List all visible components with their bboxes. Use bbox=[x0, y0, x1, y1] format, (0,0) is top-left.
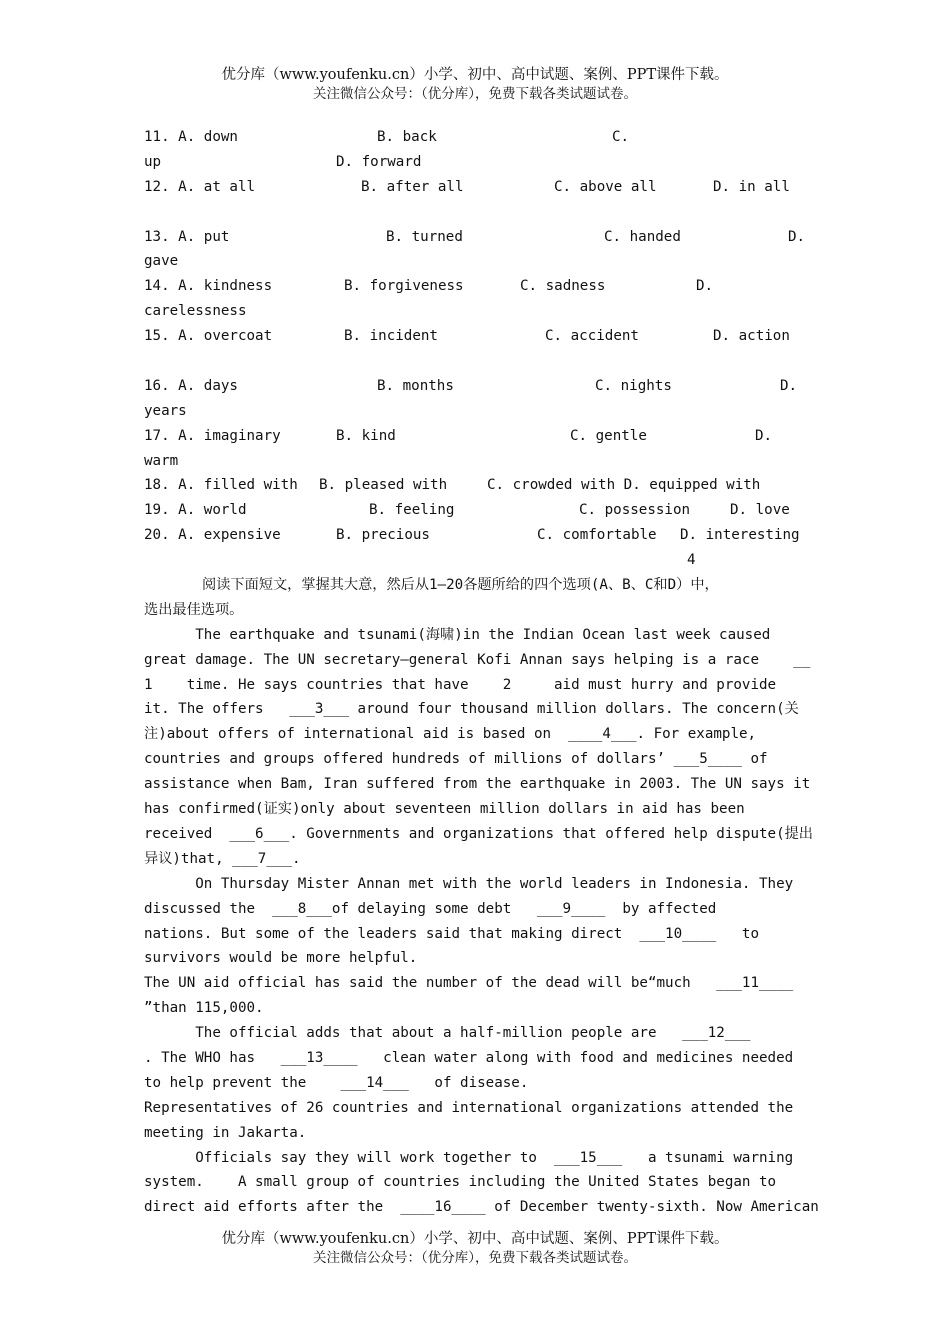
option-row-12 bbox=[144, 175, 808, 200]
passage-line: The official adds that about a half-million people are ___12___ bbox=[144, 1025, 751, 1042]
blank-line bbox=[144, 349, 808, 374]
header-line-1: 优分库（www.youfenku.cn）小学、初中、高中试题、案例、PPT课件下载。 bbox=[221, 67, 729, 83]
document-body bbox=[144, 125, 819, 1220]
option-c: C. bbox=[612, 129, 630, 145]
page-number: 4 bbox=[687, 552, 696, 569]
option-a: 13. A. put bbox=[144, 228, 230, 245]
option-row-18 bbox=[144, 473, 808, 498]
option-c-cont: up bbox=[144, 153, 162, 170]
header-line-2: 关注微信公众号：（优分库），免费下载各类试题试卷。 bbox=[313, 86, 637, 102]
option-b: B. forgiveness bbox=[344, 278, 464, 295]
option-d: D. action bbox=[713, 328, 790, 345]
passage-line: meeting in Jakarta. bbox=[144, 1124, 307, 1141]
option-row-14-cont bbox=[144, 299, 808, 324]
option-a: 16. A. days bbox=[144, 377, 238, 394]
passage-line: direct aid efforts after the ____16____ of December twenty-sixth. Now American bbox=[144, 1199, 819, 1216]
option-row-15 bbox=[144, 324, 808, 349]
option-d-cont: carelessness bbox=[144, 303, 247, 320]
passage-line: On Thursday Mister Annan met with the world leaders in Indonesia. They bbox=[144, 875, 794, 892]
option-c: C. gentle bbox=[570, 427, 647, 444]
passage-line: The earthquake and tsunami(海啸)in the Indian Ocean last week caused bbox=[144, 626, 771, 643]
passage-line: discussed the ___8___of delaying some debt ___9____ by affected bbox=[144, 900, 717, 917]
option-b: B. incident bbox=[344, 328, 438, 345]
option-a: 20. A. expensive bbox=[144, 527, 281, 544]
passage-line: ”than 115,000. bbox=[144, 1000, 264, 1017]
passage-line: 1 time. He says countries that have 2 aid must hurry and provide bbox=[144, 676, 777, 693]
option-d-cont: years bbox=[144, 402, 187, 419]
option-c: C. comfortable bbox=[537, 527, 657, 544]
passage-line: Representatives of 26 countries and international organizations attended the bbox=[144, 1099, 794, 1116]
option-d: D. in all bbox=[713, 178, 790, 195]
passage-line: countries and groups offered hundreds of millions of dollars’ ___5____ of bbox=[144, 751, 768, 768]
passage-line: nations. But some of the leaders said that making direct ___10____ to bbox=[144, 925, 759, 942]
option-b: B. months bbox=[377, 377, 454, 394]
passage-line: has confirmed(证实)only about seventeen million dollars in aid has been bbox=[144, 801, 745, 818]
option-a: 15. A. overcoat bbox=[144, 328, 273, 345]
passage-line: it. The offers ___3___ around four thousand million dollars. The concern(关 bbox=[144, 701, 799, 718]
option-c: C. handed bbox=[604, 228, 681, 245]
passage-line: system. A small group of countries including the United States began to bbox=[144, 1174, 777, 1191]
option-d: D. bbox=[788, 228, 806, 245]
passage-line: . The WHO has ___13____ clean water along with food and medicines needed bbox=[144, 1049, 794, 1066]
option-row-19 bbox=[144, 498, 808, 523]
passage-line: The UN aid official has said the number of the dead will be“much ___11____ bbox=[144, 975, 794, 992]
option-row-17 bbox=[144, 424, 808, 449]
option-row-16 bbox=[144, 374, 808, 399]
option-row-20 bbox=[144, 523, 808, 548]
option-c: C. sadness bbox=[520, 278, 606, 295]
option-c: C. accident bbox=[545, 328, 639, 345]
option-b: B. pleased with bbox=[319, 477, 448, 494]
instructions-text: 阅读下面短文，掌握其大意，然后从1—20各题所给的四个选项(A、B、C和D）中， bbox=[202, 577, 719, 594]
option-row-13 bbox=[144, 225, 808, 250]
option-b: B. turned bbox=[386, 228, 463, 245]
option-c: C. possession bbox=[579, 502, 691, 519]
option-row-14 bbox=[144, 274, 808, 299]
passage-line: to help prevent the ___14___ of disease. bbox=[144, 1074, 529, 1091]
option-d: D. interesting bbox=[680, 527, 800, 544]
option-d-cont: warm bbox=[144, 452, 179, 469]
passage-line: 注)about offers of international aid is based on ____4___. For example, bbox=[144, 726, 757, 743]
instructions-line-2 bbox=[144, 598, 808, 623]
option-row-16-cont bbox=[144, 399, 808, 424]
option-c: C. above all bbox=[554, 178, 657, 195]
option-row-11 bbox=[144, 125, 808, 150]
option-d: D. bbox=[696, 278, 714, 295]
instructions-text: 选出最佳选项。 bbox=[144, 601, 244, 618]
option-d: D. forward bbox=[336, 153, 422, 170]
option-d-cont: gave bbox=[144, 253, 179, 270]
option-c: C. nights bbox=[595, 377, 672, 394]
instructions-line-1 bbox=[144, 573, 808, 598]
passage-line: Officials say they will work together to ___15___ a tsunami warning bbox=[144, 1149, 794, 1166]
option-c: C. crowded with D. equipped with bbox=[487, 477, 761, 494]
option-d: D. bbox=[755, 427, 773, 444]
passage-line: received ___6___. Governments and organizations that offered help dispute(提出 bbox=[144, 825, 813, 842]
passage-line: 异议)that, ___7___. bbox=[144, 850, 301, 867]
option-a: 12. A. at all bbox=[144, 178, 256, 195]
page-footer bbox=[0, 1230, 950, 1268]
option-row-11-cont bbox=[144, 150, 808, 175]
option-d: D. bbox=[780, 377, 798, 394]
option-a: 14. A. kindness bbox=[144, 278, 273, 295]
option-b: B. precious bbox=[336, 527, 430, 544]
passage-line: survivors would be more helpful. bbox=[144, 950, 418, 967]
option-a: 18. A. filled with bbox=[144, 477, 298, 494]
blank-line bbox=[144, 200, 808, 225]
passage-line: great damage. The UN secretary—general Kofi Annan says helping is a race __ bbox=[144, 651, 811, 668]
option-b: B. after all bbox=[361, 178, 464, 195]
option-b: B. feeling bbox=[369, 502, 455, 519]
option-row-13-cont bbox=[144, 249, 808, 274]
option-a: 19. A. world bbox=[144, 502, 247, 519]
passage-line: assistance when Bam, Iran suffered from the earthquake in 2003. The UN says it bbox=[144, 776, 811, 793]
footer-line-2: 关注微信公众号：（优分库），免费下载各类试题试卷。 bbox=[313, 1250, 637, 1266]
option-b: B. back bbox=[377, 129, 437, 145]
option-row-17-cont bbox=[144, 449, 808, 474]
page-number-line bbox=[144, 548, 808, 573]
page-header bbox=[0, 66, 950, 104]
option-d: D. love bbox=[730, 502, 790, 519]
option-a: 11. A. down bbox=[144, 129, 238, 145]
option-b: B. kind bbox=[336, 427, 396, 444]
footer-line-1: 优分库（www.youfenku.cn）小学、初中、高中试题、案例、PPT课件下载。 bbox=[221, 1231, 729, 1247]
option-a: 17. A. imaginary bbox=[144, 427, 281, 444]
